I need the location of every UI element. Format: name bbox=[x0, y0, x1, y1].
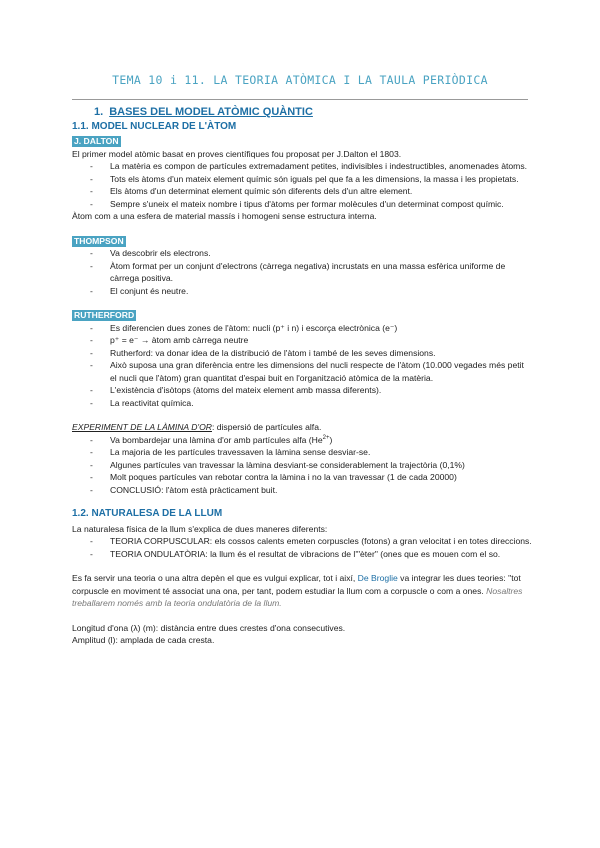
dalton-label: J. DALTON bbox=[74, 136, 119, 146]
experiment-heading bbox=[72, 421, 532, 434]
list-item: - CONCLUSIÓ: l'àtom està pràcticament buit. bbox=[72, 484, 532, 497]
de-broglie-paragraph: Es fa servir una teoria o una altra depèn el que es vulgui explicar, tot i així, De Broglie va integrar les dues teories: "tot corpuscle en moviment té associat una ona, per tant, podem estudiar la llum com a corpuscle o com a ones. Nosaltres treballarem només amb la teoria ondulatòria de la llum. bbox=[72, 573, 523, 608]
list-item: - Això suposa una gran diferència entre les dimensions del nucli respecte de l'àtom (10.000 vegades més petit el nucli que l'àtom) gran quantitat d'espai buit en l'organització atòmica de la matèria. bbox=[72, 359, 532, 384]
list-item: - TEORIA ONDULATÒRIA: la llum és el resultat de vibracions de l'"èter" (ones que es mouen com el so. bbox=[72, 548, 532, 561]
experiment-title-rest: : dispersió de partícules alfa. bbox=[211, 422, 322, 432]
list-item: - Va bombardejar una làmina d'or amb partícules alfa $(He^{2+})$ bbox=[72, 434, 532, 447]
list-item: - TEORIA CORPUSCULAR: els cossos calents emeten corpuscles (fotons) a gran velocitat i en totes direccions. bbox=[72, 535, 532, 548]
list-item: - Àtom format per un conjunt d'electrons (càrrega negativa) incrustats en una massa esfèrica uniforme de càrrega positiva. bbox=[72, 260, 532, 285]
section-1-heading bbox=[94, 106, 532, 119]
document-content bbox=[72, 106, 532, 647]
list-item: - La majoria de les partícules travessaven la làmina sense desviar-se. bbox=[72, 446, 532, 459]
thompson-label: THOMPSON bbox=[74, 235, 124, 246]
amplitude-definition: Amplitud (l): amplada de cada cresta. bbox=[72, 635, 215, 645]
list-item: - Algunes partícules van travessar la làmina desviant-se considerablement la trajectòria (0,1%) bbox=[72, 459, 532, 472]
subsection-1-1-heading: 1.1. MODEL NUCLEAR DE L'ÀTOM bbox=[72, 120, 237, 132]
section-1-number: 1. bbox=[94, 106, 104, 118]
de-broglie-link[interactable]: De Broglie bbox=[357, 573, 398, 583]
subsection-1-2-heading: 1.2. NATURALESA DE LA LLUM bbox=[72, 508, 223, 519]
list-item: - El conjunt és neutre. bbox=[72, 285, 532, 298]
dalton-intro: El primer model atòmic basat en proves científiques fou proposat per J.Dalton el 1803. bbox=[72, 148, 402, 159]
list-item: - L'existència d'isòtops (àtoms del mateix element amb massa diferents). bbox=[72, 384, 532, 397]
wavelength-definition: Longitud d'ona (λ) (m): distància entre dues crestes d'ona consecutives. bbox=[72, 622, 346, 633]
list-item: - Els àtoms d'un determinat element químic són diferents dels d'un altre element. bbox=[72, 185, 532, 198]
list-item: - Rutherford: va donar idea de la distribució de l'àtom i també de les seves dimensions. bbox=[72, 347, 532, 360]
list-item: - Va descobrir els electrons. bbox=[72, 247, 532, 260]
list-item: - p⁺ = e⁻ → àtom amb càrrega neutre bbox=[72, 334, 532, 347]
list-item: - Sempre s'uneix el mateix nombre i tipus d'àtoms per formar molècules d'un determinat compost químic. bbox=[72, 198, 532, 211]
title-divider bbox=[72, 99, 528, 100]
light-intro: La naturalesa física de la llum s'explica de dues maneres diferents: bbox=[72, 523, 328, 534]
experiment-list bbox=[72, 434, 532, 497]
light-theories-list bbox=[72, 535, 532, 560]
document-title: TEMA 10 i 11. LA TEORIA ATÒMICA I LA TAULA PERIÒDICA bbox=[112, 73, 488, 87]
rutherford-list bbox=[72, 322, 532, 410]
list-item: - Es diferencien dues zones de l'àtom: nucli (p⁺ i n) i escorça electrònica (e⁻) bbox=[72, 322, 532, 335]
list-item: - Tots els àtoms d'un mateix element químic són iguals pel que fa a les dimensions, la massa i les propietats. bbox=[72, 173, 532, 186]
wave-theory-note: Nosaltres treballarem només amb la teoria ondulatòria de la llum. bbox=[72, 585, 523, 608]
thompson-list bbox=[72, 247, 532, 297]
list-item: - La matèria es compon de partícules extremadament petites, indivisibles i indestructibles, anomenades àtoms. bbox=[72, 160, 532, 173]
experiment-title: EXPERIMENT DE LA LÀMINA D'OR bbox=[72, 422, 212, 432]
section-1-title: BASES DEL MODEL ATÒMIC QUÀNTIC bbox=[109, 106, 313, 118]
rutherford-label: RUTHERFORD bbox=[74, 310, 135, 320]
dalton-list bbox=[72, 160, 532, 210]
list-item: - La reactivitat química. bbox=[72, 397, 532, 410]
dalton-summary: Àtom com a una esfera de material massís i homogeni sense estructura interna. bbox=[72, 211, 377, 221]
list-item: - Molt poques partícules van rebotar contra la làmina i no la van travessar (1 de cada 20000) bbox=[72, 471, 532, 484]
